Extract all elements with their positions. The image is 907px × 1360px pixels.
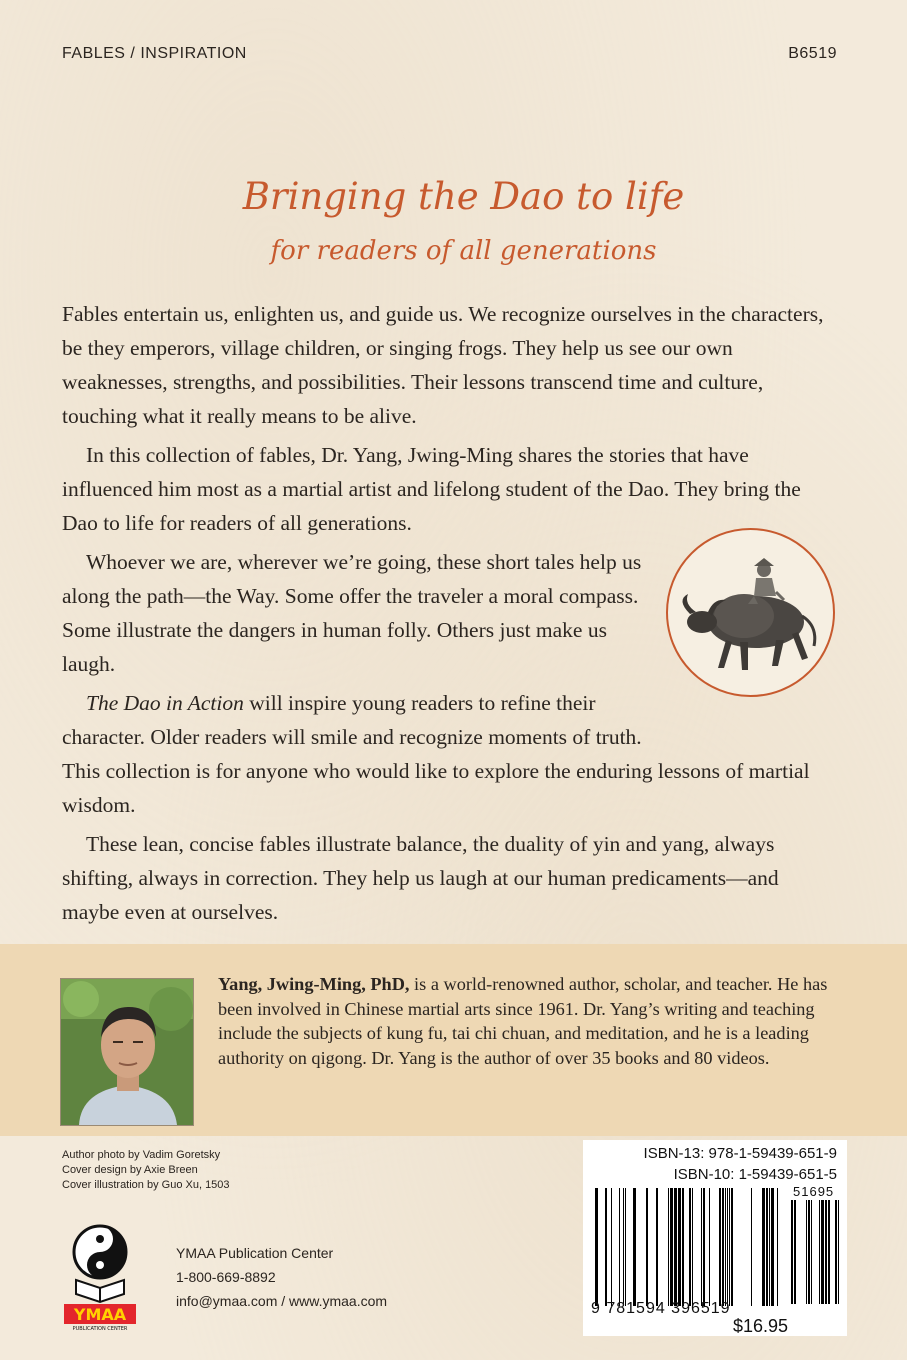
barcode-bar <box>670 1188 673 1306</box>
barcode-digits: 9 781594 396519 <box>591 1300 731 1317</box>
logo-text: YMAA <box>73 1305 127 1324</box>
barcode-bar <box>674 1188 677 1306</box>
credits <box>62 1148 230 1193</box>
barcode-bar <box>646 1188 648 1306</box>
description-paragraph-1: Fables entertain us, enlighten us, and guide us. We recognize ourselves in the characters, be they emperors, village children, or singing frogs. They help us see our own weaknesses, strengths, and possibilities. Their lessons transcend time and culture, touching what it really means to be alive. <box>62 302 824 428</box>
barcode-bar <box>766 1188 768 1306</box>
ox-rider-illustration <box>666 528 835 697</box>
barcode-bar <box>821 1200 824 1304</box>
description-paragraph-4 <box>62 686 832 822</box>
barcode-bar <box>619 1188 620 1306</box>
barcode-bar <box>731 1188 733 1306</box>
barcode-bar <box>828 1200 830 1304</box>
ymaa-logo <box>62 1222 138 1332</box>
barcode-bar <box>806 1200 807 1304</box>
barcode-bar <box>762 1188 765 1306</box>
publisher-phone: 1-800-669-8892 <box>176 1269 276 1285</box>
ox-icon <box>668 530 833 695</box>
isbn-10: ISBN-10: 1-59439-651-5 <box>673 1166 837 1183</box>
barcode-bar <box>689 1188 691 1306</box>
description-paragraph-4-cont: This collection is for anyone who would like to explore the enduring lessons of martial wisdom. <box>62 759 810 817</box>
description-paragraph-5: These lean, concise fables illustrate balance, the duality of yin and yang, always shifting, always in correction. They help us laugh at our human predicaments—and maybe even at ourselves. <box>62 832 779 924</box>
barcode-bar <box>725 1188 726 1306</box>
isbn-13: ISBN-13: 978-1-59439-651-9 <box>643 1145 837 1162</box>
barcode-bar <box>729 1188 730 1306</box>
barcode-bar <box>605 1188 607 1306</box>
logo-subtext: PUBLICATION CENTER <box>72 1326 128 1332</box>
barcode-bar <box>777 1188 778 1306</box>
barcode-bar <box>595 1188 598 1306</box>
author-name: Yang, Jwing-Ming, PhD, <box>218 974 410 994</box>
publisher-info <box>176 1241 387 1313</box>
barcode-bar <box>791 1200 793 1304</box>
publisher-contact: info@ymaa.com / www.ymaa.com <box>176 1293 388 1309</box>
barcode-bar <box>623 1188 624 1306</box>
description-paragraph-3: Whoever we are, wherever we’re going, these short tales help us along the path—the Way. Some offer the traveler a moral compass. Some illustrate the dangers in human folly. Others just make us laugh. <box>62 550 642 676</box>
barcode-bar <box>838 1200 839 1304</box>
barcode-bar <box>611 1188 612 1306</box>
barcode-bar <box>668 1188 669 1306</box>
barcode-addon-icon <box>791 1200 839 1304</box>
author-portrait-icon <box>61 979 193 1125</box>
barcode-icon <box>595 1188 783 1306</box>
description-paragraph-4-text: will inspire young readers to refine their character. Older readers will smile and recognize moments of truth. <box>62 691 642 749</box>
barcode-bar <box>751 1188 752 1306</box>
barcode-bar <box>633 1188 636 1306</box>
barcode-bar <box>678 1188 681 1306</box>
product-code: B6519 <box>788 45 837 62</box>
barcode-block <box>583 1140 847 1336</box>
barcode-bar <box>656 1188 658 1306</box>
barcode-bar <box>794 1200 796 1304</box>
barcode-bar <box>769 1188 770 1306</box>
barcode-bar <box>692 1188 693 1306</box>
credit-photo: Author photo by Vadim Goretsky <box>62 1149 221 1161</box>
barcode-bar <box>835 1200 837 1304</box>
publisher-name: YMAA Publication Center <box>176 1245 334 1261</box>
headline-main: Bringing the Dao to life <box>242 175 685 218</box>
barcode-bar <box>819 1200 820 1304</box>
barcode-bar <box>771 1188 774 1306</box>
barcode-bar <box>719 1188 721 1306</box>
author-bio <box>218 972 858 1070</box>
barcode-bar <box>701 1188 702 1306</box>
credit-design: Cover design by Axie Breen <box>62 1164 198 1176</box>
barcode-bar <box>727 1188 728 1306</box>
barcode-bar <box>703 1188 705 1306</box>
author-bio-text: is a world-renowned author, scholar, and teacher. He has been involved in Chinese martial arts since 1961. Dr. Yang’s writing and teaching include the subjects of kung fu, tai chi chuan, and meditation, and he is a leading authority on qigong. Dr. Yang is the author of over 35 books and 80 videos. <box>218 974 828 1068</box>
ymaa-logo-icon <box>62 1222 138 1332</box>
barcode-bar <box>825 1200 827 1304</box>
description-paragraph-2: In this collection of fables, Dr. Yang, Jwing-Ming shares the stories that have influenced him most as a martial artist and lifelong student of the Dao. They bring the Dao to life for readers of all generations. <box>62 443 801 535</box>
barcode-bar <box>811 1200 812 1304</box>
category-label: FABLES / INSPIRATION <box>62 45 247 62</box>
credit-illustration: Cover illustration by Guo Xu, 1503 <box>62 1179 230 1191</box>
price: $16.95 <box>733 1316 789 1336</box>
barcode-bar <box>709 1188 710 1306</box>
barcode-bar <box>682 1188 684 1306</box>
book-title: The Dao in Action <box>86 691 244 715</box>
author-photo <box>60 978 194 1126</box>
barcode-addon-number: 51695 <box>793 1184 835 1199</box>
barcode-bar <box>722 1188 724 1306</box>
barcode-bar <box>625 1188 626 1306</box>
barcode-bar <box>808 1200 810 1304</box>
headline-sub: for readers of all generations <box>270 236 657 266</box>
